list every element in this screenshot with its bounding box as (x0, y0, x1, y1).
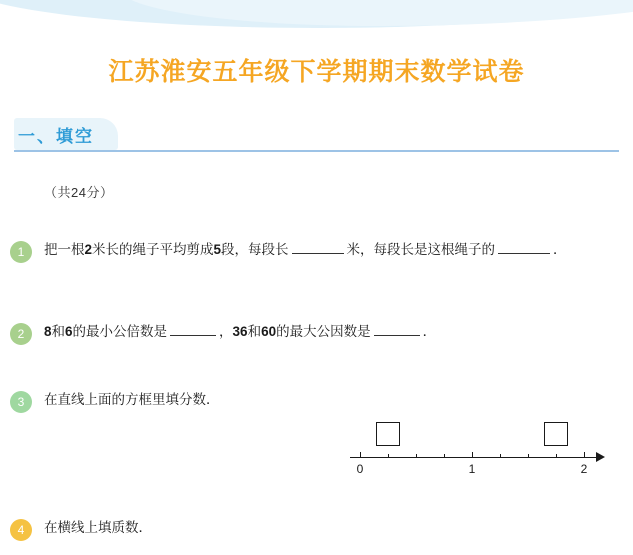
section-divider (14, 150, 619, 152)
question-fragment: 和 (51, 324, 66, 339)
question-fragment: 的最小公倍数是 (72, 324, 168, 339)
top-decorative-banner (0, 0, 633, 30)
number-line-tick (584, 452, 585, 458)
question-number-badge: 4 (10, 519, 32, 541)
question-number-badge: 1 (10, 241, 32, 263)
number-line-arrow-icon (596, 452, 605, 462)
section-header (14, 118, 619, 152)
question-fragment: 在横线上填质数． (44, 520, 152, 535)
answer-blank[interactable] (170, 322, 216, 336)
question-fragment: 60 (261, 324, 277, 339)
section-tab (14, 118, 118, 150)
section-points-note: （共24分） (44, 185, 114, 200)
number-line-answer-box[interactable] (544, 422, 568, 446)
answer-blank[interactable] (498, 240, 550, 254)
number-line-minor-tick (444, 454, 445, 458)
question-fragment: 36 (232, 324, 248, 339)
question-text (44, 322, 436, 342)
question-fragment: 的最大公因数是 (276, 324, 371, 339)
question-number-badge: 2 (10, 323, 32, 345)
number-line-figure (350, 420, 610, 480)
question-fragment: ． (553, 242, 567, 257)
question-fragment: 把一根 (44, 242, 85, 257)
question-fragment: 2 (84, 242, 93, 257)
number-line-label: 0 (356, 462, 364, 476)
question-2 (10, 322, 625, 345)
question-4 (10, 518, 625, 541)
question-fragment: 在直线上面的方框里填分数． (44, 392, 220, 407)
question-fragment: 段，每段长 (221, 242, 289, 257)
question-number-badge: 3 (10, 391, 32, 413)
section-tab-label: 一、填空 (18, 126, 94, 146)
number-line-minor-tick (556, 454, 557, 458)
number-line-label: 1 (468, 462, 476, 476)
question-fragment: 5 (213, 242, 222, 257)
question-text (44, 240, 567, 260)
number-line-tick (472, 452, 473, 458)
number-line-minor-tick (500, 454, 501, 458)
number-line-label: 2 (580, 462, 588, 476)
number-line-answer-box[interactable] (376, 422, 400, 446)
answer-blank[interactable] (374, 322, 420, 336)
question-fragment: 和 (247, 324, 262, 339)
number-line-minor-tick (528, 454, 529, 458)
question-3 (10, 390, 625, 413)
question-fragment: ， (219, 324, 233, 339)
question-fragment: ． (422, 324, 437, 339)
answer-blank[interactable] (292, 240, 344, 254)
question-fragment: 8 (44, 324, 52, 339)
question-text (44, 518, 152, 538)
question-fragment: 米，每段长是这根绳子的 (346, 242, 496, 257)
number-line-tick (360, 452, 361, 458)
number-line-minor-tick (416, 454, 417, 458)
question-text (44, 390, 220, 410)
question-fragment: 米长的绳子平均剪成 (92, 242, 214, 257)
number-line-minor-tick (388, 454, 389, 458)
question-fragment: 6 (65, 324, 73, 339)
page-title: 江苏淮安五年级下学期期末数学试卷 (108, 58, 525, 86)
question-1 (10, 240, 625, 263)
